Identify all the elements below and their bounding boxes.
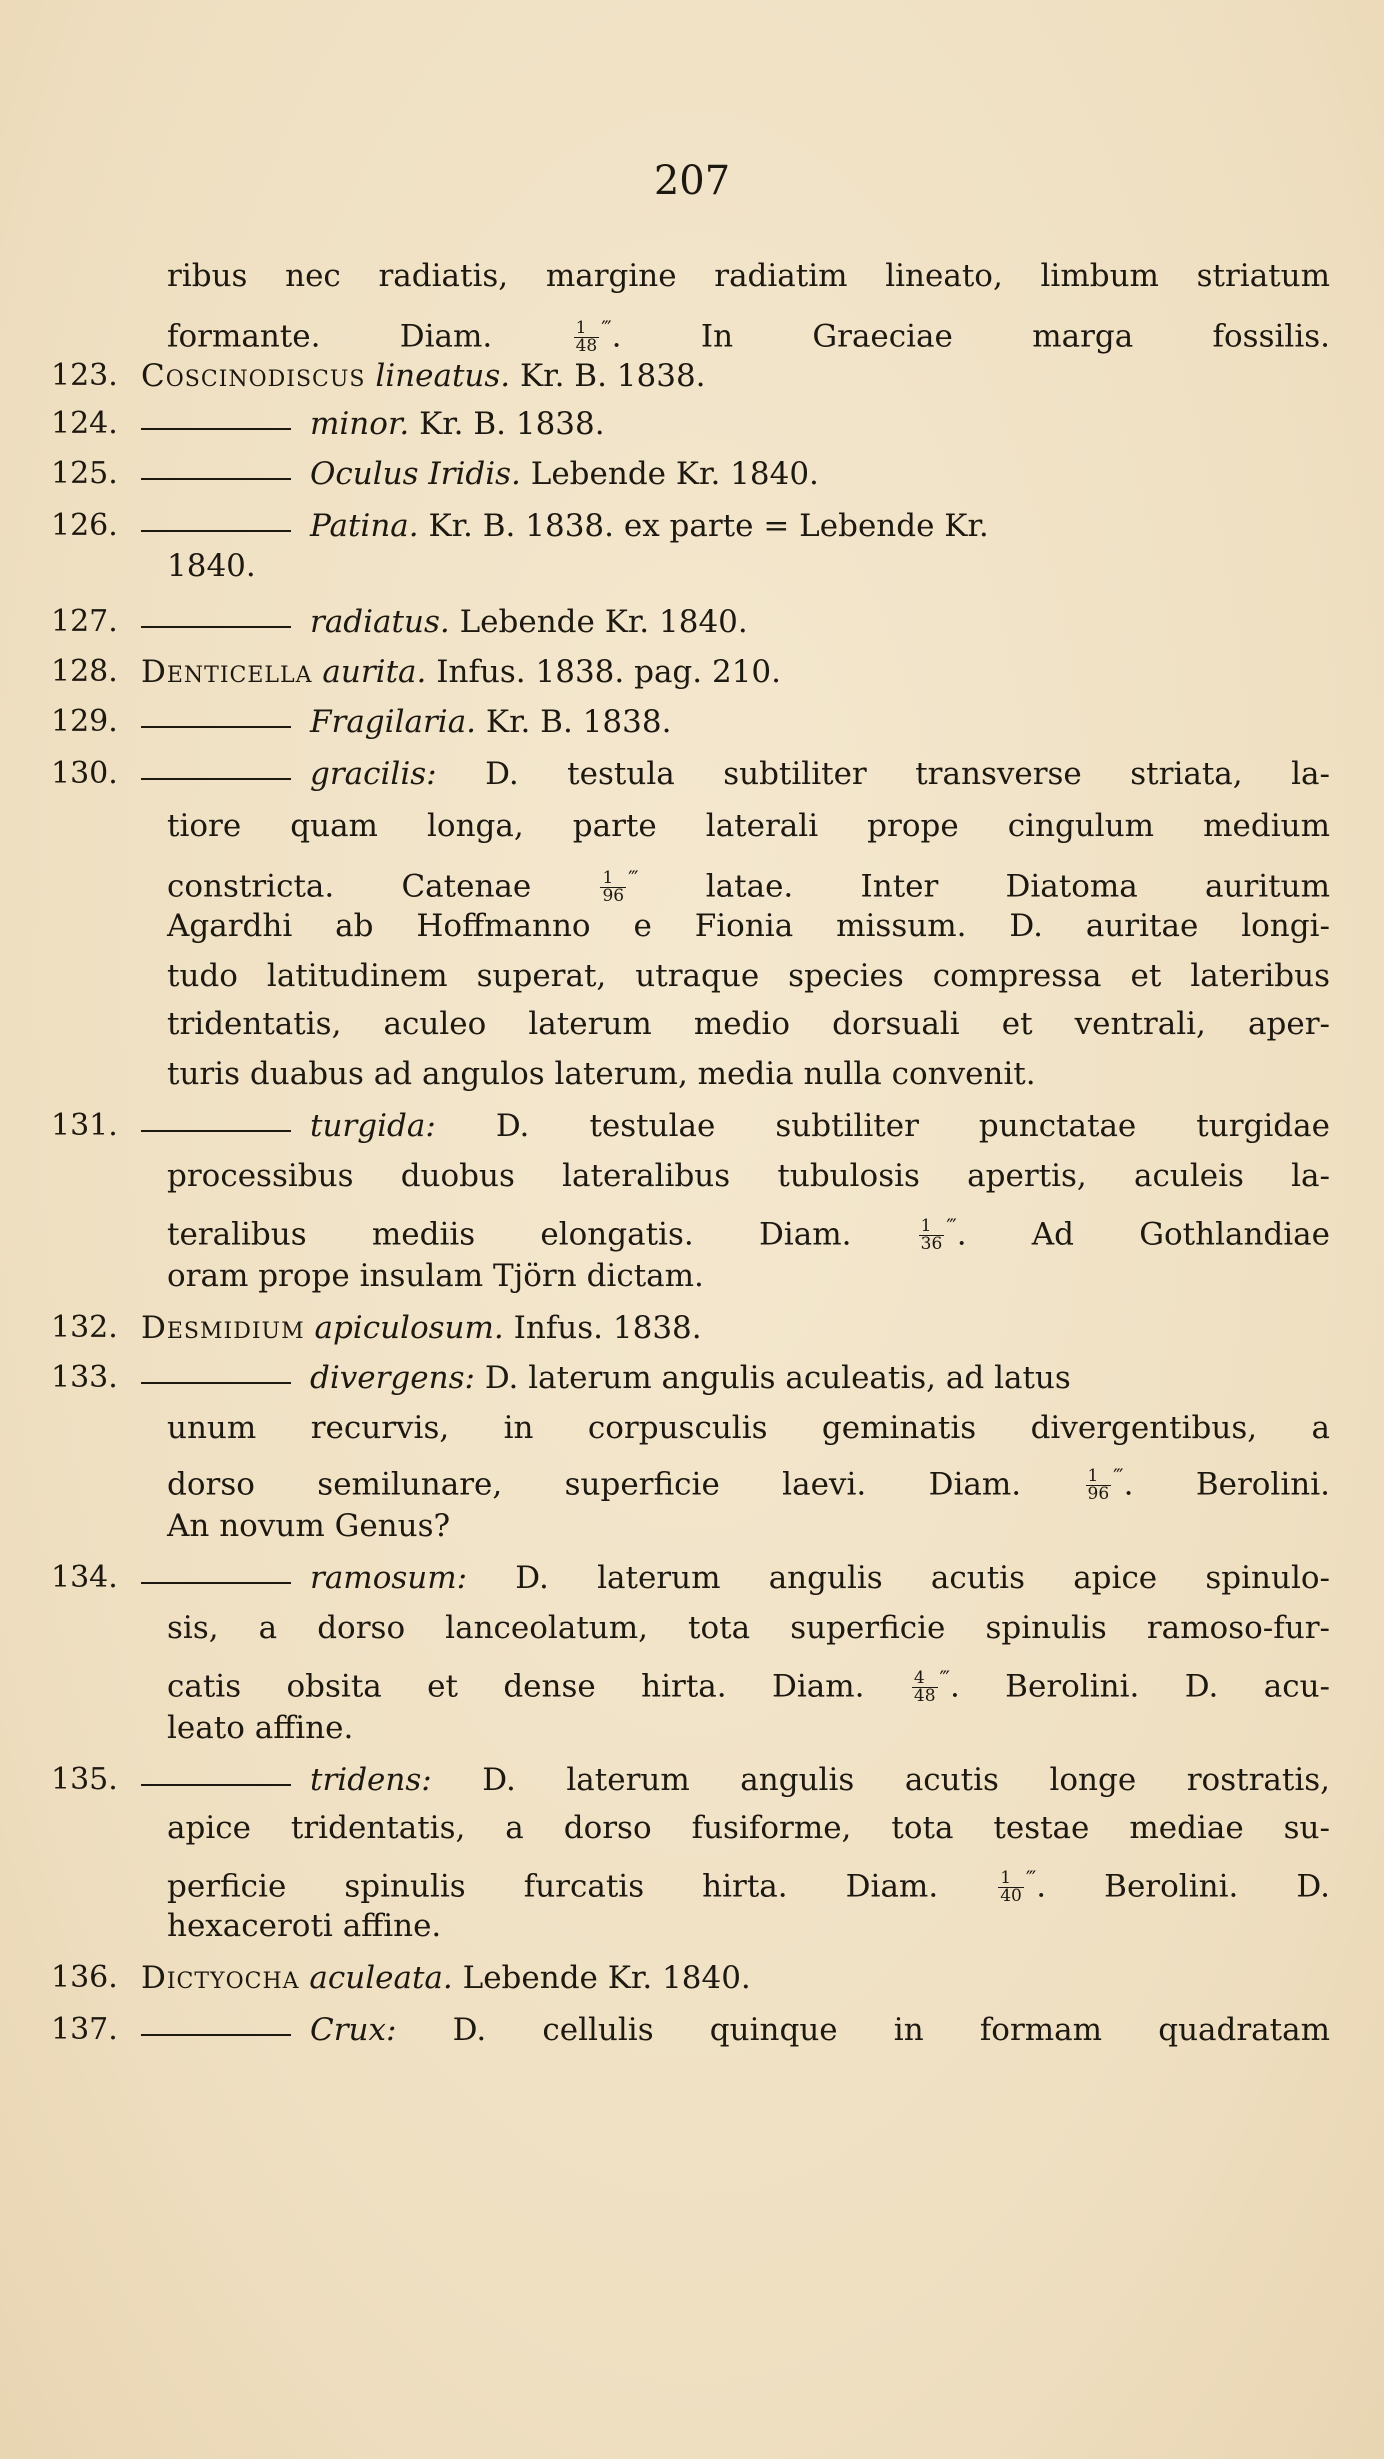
text-line bbox=[0, 1456, 1384, 1505]
line-text bbox=[167, 1858, 1330, 1906]
text-line bbox=[0, 256, 1384, 300]
line-text bbox=[167, 806, 1330, 846]
continuation-text: An novum Genus? bbox=[167, 1508, 451, 1544]
text-line bbox=[0, 1408, 1384, 1452]
text-line bbox=[0, 546, 1384, 590]
line-text bbox=[310, 1558, 1330, 1598]
entry-number: 128. bbox=[51, 654, 118, 689]
line-text bbox=[167, 1206, 1330, 1254]
entry-reference: Lebende Kr. 1840. bbox=[462, 1960, 751, 1996]
entry-description: D. testulae subtiliter punctatae turgidae bbox=[495, 1108, 1330, 1144]
continuation-text: Agardhi ab Hoffmanno e Fionia missum. D. auritae longi- bbox=[167, 908, 1330, 944]
entry-description: D. laterum angulis aculeatis, ad latus bbox=[484, 1360, 1071, 1396]
entry-number: 123. bbox=[51, 358, 118, 393]
text-line bbox=[0, 956, 1384, 1000]
species-name: Oculus Iridis. bbox=[310, 456, 521, 492]
continuation-text: constricta. Catenae bbox=[167, 868, 532, 905]
entry-number: 137. bbox=[51, 2012, 118, 2047]
line-text bbox=[167, 308, 1330, 356]
species-name: ramosum: bbox=[310, 1560, 468, 1596]
diameter-fraction bbox=[574, 320, 600, 355]
line-text bbox=[310, 602, 748, 642]
catalog-entry bbox=[0, 1308, 1384, 1352]
entry-reference: Infus. 1838. pag. 210. bbox=[436, 654, 782, 690]
catalog-entry bbox=[0, 506, 1384, 550]
fraction-denominator: 36 bbox=[920, 1234, 943, 1255]
line-text bbox=[310, 454, 819, 494]
line-unit-mark: ‴ bbox=[601, 316, 612, 340]
line-text bbox=[167, 1506, 450, 1546]
continuation-text: ribus nec radiatis, margine radiatim lineato, limbum striatum bbox=[167, 258, 1330, 294]
entry-number: 133. bbox=[51, 1360, 118, 1395]
genus-name: Coscinodiscus bbox=[141, 358, 366, 394]
line-text bbox=[310, 1106, 1330, 1146]
fraction-denominator: 40 bbox=[1000, 1886, 1022, 1907]
species-name: minor. bbox=[310, 406, 410, 442]
catalog-entry bbox=[0, 404, 1384, 448]
genus-name: Denticella bbox=[141, 654, 313, 690]
entry-number: 125. bbox=[51, 456, 118, 491]
line-text bbox=[141, 1958, 751, 1998]
text-line bbox=[0, 1206, 1384, 1255]
text-line bbox=[0, 906, 1384, 950]
line-text bbox=[167, 256, 1330, 296]
entry-description: Kr. B. 1838. bbox=[485, 704, 672, 740]
entry-number: 129. bbox=[51, 704, 118, 739]
line-text bbox=[167, 1256, 704, 1296]
line-text bbox=[167, 1906, 441, 1946]
fraction-denominator: 96 bbox=[1087, 1484, 1110, 1505]
line-text bbox=[141, 356, 706, 396]
continuation-text: turis duabus ad angulos laterum, media nulla convenit. bbox=[167, 1056, 1036, 1092]
repeat-genus-dash bbox=[141, 2034, 291, 2036]
species-name: apiculosum. bbox=[314, 1310, 504, 1346]
line-unit-mark: ‴ bbox=[628, 866, 639, 890]
entry-description: Lebende Kr. 1840. bbox=[459, 604, 748, 640]
continuation-text: sis, a dorso lanceolatum, tota superficie spinulis ramoso-fur- bbox=[167, 1610, 1330, 1646]
genus-name: Desmidium bbox=[141, 1310, 305, 1346]
repeat-genus-dash bbox=[141, 428, 291, 430]
catalog-entry bbox=[0, 1358, 1384, 1402]
continuation-text: hexaceroti affine. bbox=[167, 1908, 442, 1944]
entry-number: 131. bbox=[51, 1108, 118, 1143]
entry-number: 134. bbox=[51, 1560, 118, 1595]
text-line bbox=[0, 1608, 1384, 1652]
repeat-genus-dash bbox=[141, 1582, 291, 1584]
repeat-genus-dash bbox=[141, 1784, 291, 1786]
text-line bbox=[0, 858, 1384, 907]
entry-reference: Kr. B. 1838. bbox=[520, 358, 706, 394]
diameter-fraction bbox=[919, 1218, 945, 1253]
continuation-text: catis obsita et dense hirta. Diam. bbox=[167, 1668, 865, 1705]
catalog-entry bbox=[0, 1558, 1384, 1602]
continuation-text: 1840. bbox=[167, 548, 256, 584]
catalog-entry bbox=[0, 1958, 1384, 2002]
entry-number: 130. bbox=[51, 756, 118, 791]
line-text bbox=[141, 1308, 702, 1348]
continuation-text: dorso semilunare, superficie laevi. Diam. bbox=[167, 1466, 1022, 1503]
line-text bbox=[167, 1408, 1330, 1448]
catalog-entry bbox=[0, 2010, 1384, 2054]
species-name: turgida: bbox=[310, 1108, 436, 1144]
continuation-text: leato affine. bbox=[167, 1710, 354, 1746]
text-line bbox=[0, 1004, 1384, 1048]
fraction-denominator: 48 bbox=[575, 336, 598, 357]
line-text bbox=[167, 1658, 1330, 1706]
line-text bbox=[167, 546, 256, 586]
continuation-text: tridentatis, aculeo laterum medio dorsuali et ventrali, aper- bbox=[167, 1006, 1330, 1042]
line-text bbox=[310, 506, 989, 546]
text-line bbox=[0, 1858, 1384, 1907]
text-line bbox=[0, 1156, 1384, 1200]
catalog-entry bbox=[0, 652, 1384, 696]
entry-description: Lebende Kr. 1840. bbox=[530, 456, 819, 492]
text-line bbox=[0, 1256, 1384, 1300]
line-text bbox=[310, 754, 1330, 794]
entry-description: D. laterum angulis acutis longe rostratis, bbox=[482, 1762, 1331, 1798]
line-text bbox=[310, 1358, 1071, 1398]
continuation-text: . Berolini. D. bbox=[1036, 1868, 1330, 1905]
continuation-text: latae. Inter Diatoma auritum bbox=[638, 868, 1330, 905]
line-text bbox=[167, 956, 1330, 996]
repeat-genus-dash bbox=[141, 726, 291, 728]
line-text bbox=[167, 1708, 353, 1748]
repeat-genus-dash bbox=[141, 530, 291, 532]
fraction-numerator: 4 bbox=[912, 1670, 938, 1688]
continuation-text: teralibus mediis elongatis. Diam. bbox=[167, 1216, 852, 1253]
text-line bbox=[0, 1708, 1384, 1752]
continuation-text: oram prope insulam Tjörn dictam. bbox=[167, 1258, 704, 1294]
fraction-numerator: 1 bbox=[574, 320, 600, 338]
catalog-entry bbox=[0, 754, 1384, 798]
fraction-numerator: 1 bbox=[919, 1218, 945, 1236]
entry-number: 132. bbox=[51, 1310, 118, 1345]
fraction-numerator: 1 bbox=[600, 870, 626, 888]
line-text bbox=[310, 404, 605, 444]
continuation-text: . Ad Gothlandiae bbox=[956, 1216, 1331, 1253]
repeat-genus-dash bbox=[141, 478, 291, 480]
species-name: Fragilaria. bbox=[310, 704, 477, 740]
continuation-text: . Berolini. D. acu- bbox=[949, 1668, 1331, 1705]
text-line bbox=[0, 308, 1384, 357]
entry-description: D. cellulis quinque in formam quadratam bbox=[452, 2012, 1330, 2048]
continuation-text: unum recurvis, in corpusculis geminatis divergentibus, a bbox=[167, 1410, 1330, 1446]
text-line bbox=[0, 806, 1384, 850]
entry-number: 126. bbox=[51, 508, 118, 543]
entry-description: D. testula subtiliter transverse striata, la- bbox=[485, 756, 1330, 792]
entry-number: 136. bbox=[51, 1960, 118, 1995]
catalog-entry bbox=[0, 356, 1384, 400]
species-name: gracilis: bbox=[310, 756, 437, 792]
genus-name: Dictyocha bbox=[141, 1960, 300, 1996]
page-number: 207 bbox=[653, 158, 731, 204]
line-text bbox=[167, 1054, 1036, 1094]
diameter-fraction bbox=[600, 870, 626, 905]
fraction-denominator: 48 bbox=[913, 1686, 936, 1707]
line-text bbox=[167, 1808, 1330, 1848]
continuation-text: . Berolini. bbox=[1123, 1466, 1330, 1503]
entry-number: 135. bbox=[51, 1762, 118, 1797]
line-text bbox=[141, 652, 781, 692]
line-unit-mark: ‴ bbox=[939, 1666, 950, 1690]
line-unit-mark: ‴ bbox=[1113, 1464, 1124, 1488]
catalog-entry bbox=[0, 1106, 1384, 1150]
text-line bbox=[0, 1808, 1384, 1852]
species-name: Patina. bbox=[310, 508, 419, 544]
text-line bbox=[0, 1054, 1384, 1098]
continuation-text: formante. Diam. bbox=[167, 318, 493, 355]
fraction-denominator: 96 bbox=[602, 886, 625, 907]
species-name: radiatus. bbox=[310, 604, 450, 640]
species-name: aurita. bbox=[322, 654, 427, 690]
text-line bbox=[0, 1658, 1384, 1707]
diameter-fraction bbox=[998, 1870, 1024, 1905]
repeat-genus-dash bbox=[141, 626, 291, 628]
diameter-fraction bbox=[912, 1670, 938, 1705]
line-text bbox=[310, 2010, 1330, 2050]
catalog-entry bbox=[0, 702, 1384, 746]
line-text bbox=[310, 1760, 1330, 1800]
diameter-fraction bbox=[1086, 1468, 1112, 1503]
catalog-entry bbox=[0, 454, 1384, 498]
entry-description: D. laterum angulis acutis apice spinulo- bbox=[515, 1560, 1331, 1596]
text-line bbox=[0, 1906, 1384, 1950]
species-name: aculeata. bbox=[309, 1960, 453, 1996]
continuation-text: tudo latitudinem superat, utraque species compressa et lateribus bbox=[167, 958, 1330, 994]
line-text bbox=[167, 1608, 1330, 1648]
line-unit-mark: ‴ bbox=[1025, 1866, 1037, 1890]
line-text bbox=[167, 1004, 1330, 1044]
line-unit-mark: ‴ bbox=[946, 1214, 957, 1238]
catalog-entry bbox=[0, 1760, 1384, 1804]
repeat-genus-dash bbox=[141, 1130, 291, 1132]
species-name: divergens: bbox=[310, 1360, 475, 1396]
continuation-text: apice tridentatis, a dorso fusiforme, tota testae mediae su- bbox=[167, 1810, 1330, 1846]
fraction-numerator: 1 bbox=[1086, 1468, 1112, 1486]
entry-number: 127. bbox=[51, 604, 118, 639]
continuation-text: processibus duobus lateralibus tubulosis apertis, aculeis la- bbox=[167, 1158, 1330, 1194]
species-name: tridens: bbox=[310, 1762, 432, 1798]
line-text bbox=[167, 858, 1330, 906]
line-text bbox=[167, 906, 1330, 946]
continuation-text: . In Graeciae marga fossilis. bbox=[611, 318, 1330, 355]
species-name: Crux: bbox=[310, 2012, 397, 2048]
line-text bbox=[167, 1156, 1330, 1196]
line-text bbox=[167, 1456, 1330, 1504]
continuation-text: tiore quam longa, parte laterali prope cingulum medium bbox=[167, 808, 1330, 844]
repeat-genus-dash bbox=[141, 778, 291, 780]
line-text bbox=[310, 702, 671, 742]
repeat-genus-dash bbox=[141, 1382, 291, 1384]
continuation-text: perficie spinulis furcatis hirta. Diam. bbox=[167, 1868, 939, 1905]
text-line bbox=[0, 1506, 1384, 1550]
entry-description: Kr. B. 1838. bbox=[419, 406, 605, 442]
entry-number: 124. bbox=[51, 406, 118, 441]
catalog-entry bbox=[0, 602, 1384, 646]
species-name: lineatus. bbox=[375, 358, 511, 394]
entry-reference: Infus. 1838. bbox=[513, 1310, 702, 1346]
entry-description: Kr. B. 1838. ex parte = Lebende Kr. bbox=[428, 508, 989, 544]
fraction-numerator: 1 bbox=[998, 1870, 1024, 1888]
